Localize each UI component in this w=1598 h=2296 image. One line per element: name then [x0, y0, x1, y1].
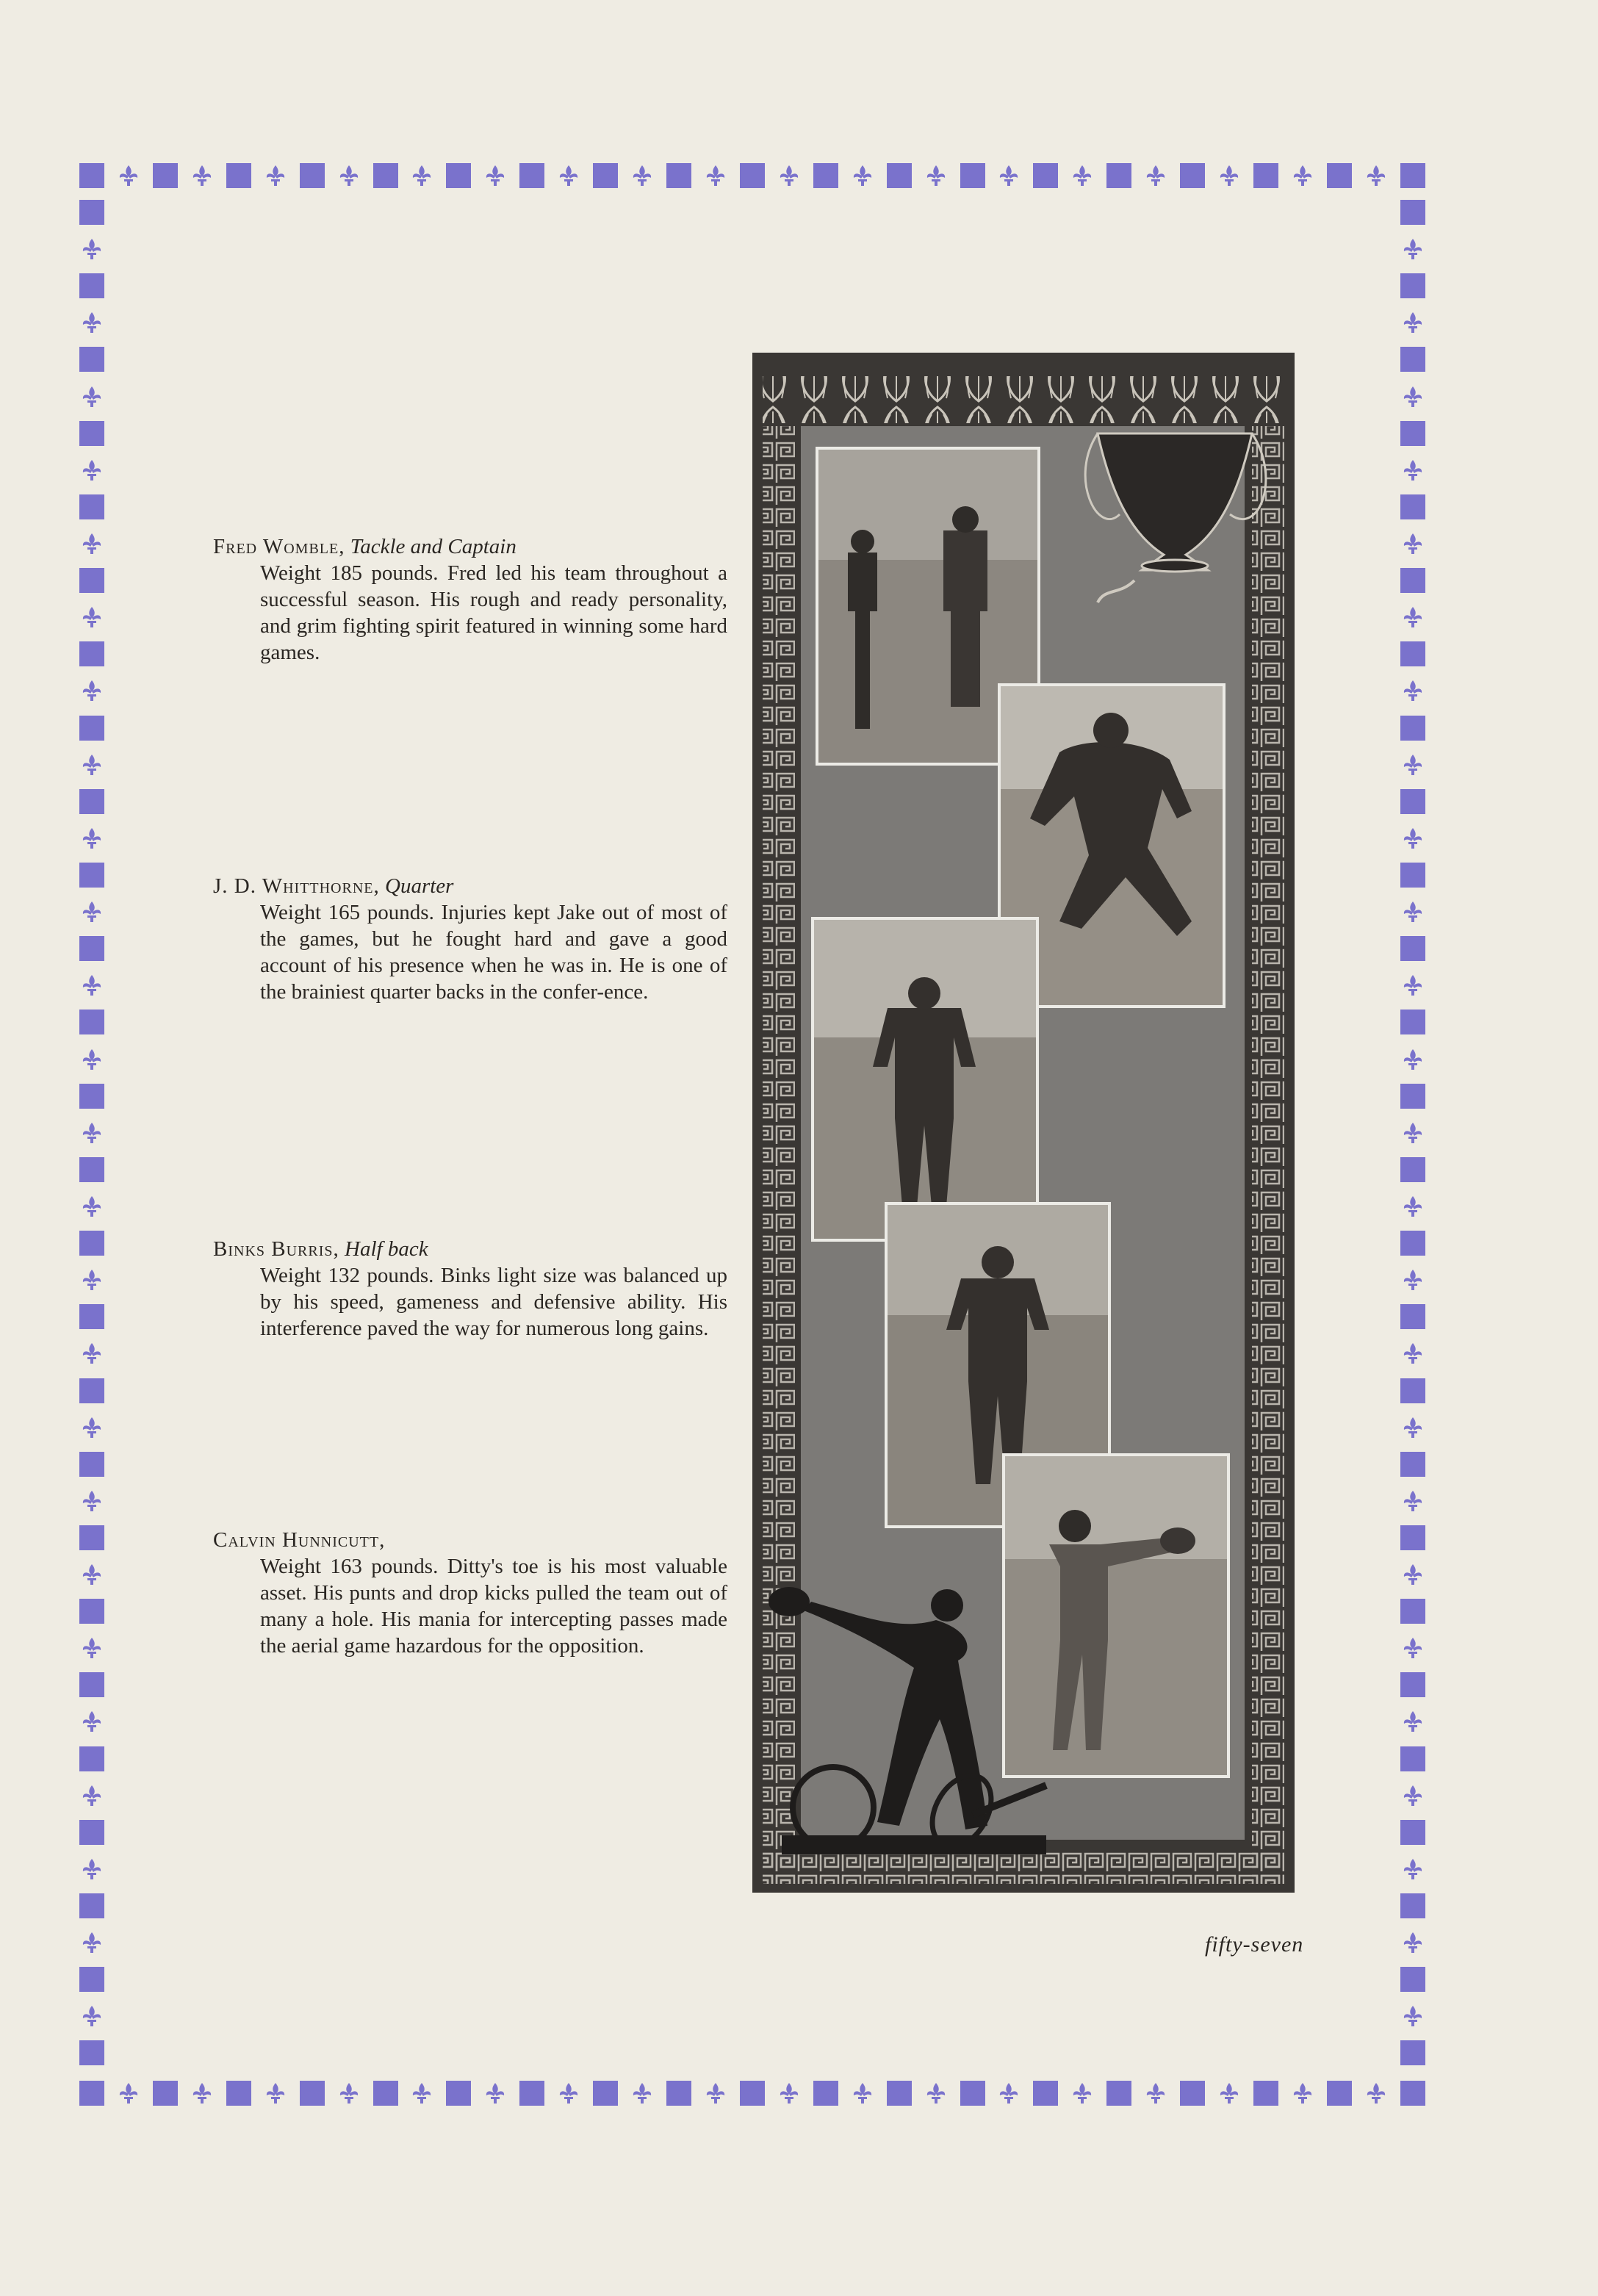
fleur-de-lis-icon — [79, 899, 104, 924]
border-square — [79, 421, 104, 446]
fleur-de-lis-icon — [79, 1857, 104, 1882]
fleur-de-lis-icon — [1400, 1562, 1425, 1587]
fleur-de-lis-icon — [79, 1267, 104, 1292]
border-square — [79, 347, 104, 372]
fleur-de-lis-icon — [556, 2081, 581, 2106]
fleur-de-lis-icon — [1400, 899, 1425, 924]
fleur-de-lis-icon — [1400, 605, 1425, 630]
border-square — [813, 2081, 838, 2106]
border-square — [79, 1525, 104, 1550]
player-position: Tackle and Captain — [350, 535, 517, 558]
fleur-de-lis-icon — [1070, 163, 1095, 188]
border-square — [1400, 1231, 1425, 1256]
border-square — [79, 1746, 104, 1771]
border-square — [1253, 163, 1278, 188]
border-square — [1400, 163, 1425, 188]
fleur-de-lis-icon — [79, 384, 104, 409]
fleur-de-lis-icon — [79, 678, 104, 703]
fleur-de-lis-icon — [630, 2081, 655, 2106]
player-entry-whitthorne — [213, 873, 727, 1005]
border-square — [1400, 1746, 1425, 1771]
border-square — [79, 936, 104, 961]
border-square — [1400, 494, 1425, 519]
border-square — [1400, 1672, 1425, 1697]
border-square — [373, 163, 398, 188]
player-entry-hunnicutt — [213, 1527, 727, 1659]
fleur-de-lis-icon — [777, 2081, 802, 2106]
border-square — [1400, 1452, 1425, 1477]
player-description: Weight 163 pounds. Ditty's toe is his most valuable asset. His punts and drop kicks pulled the team out of many a hole. His mania for intercepting passes made the aerial game hazardous for the opposition. — [260, 1555, 727, 1658]
border-square — [1033, 163, 1058, 188]
fleur-de-lis-icon — [1400, 1415, 1425, 1440]
border-square — [1327, 163, 1352, 188]
fleur-de-lis-icon — [336, 163, 361, 188]
border-top — [79, 163, 1425, 188]
fleur-de-lis-icon — [79, 1635, 104, 1660]
fleur-de-lis-icon — [1400, 1194, 1425, 1219]
border-square — [79, 1231, 104, 1256]
border-square — [1180, 163, 1205, 188]
team-photo — [1002, 1453, 1230, 1778]
fleur-de-lis-icon — [79, 458, 104, 483]
fleur-de-lis-icon — [79, 1489, 104, 1514]
border-square — [79, 1157, 104, 1182]
border-square — [1180, 2081, 1205, 2106]
border-square — [1400, 863, 1425, 888]
border-square — [1400, 936, 1425, 961]
fleur-de-lis-icon — [483, 2081, 508, 2106]
fleur-de-lis-icon — [996, 163, 1021, 188]
border-square — [79, 568, 104, 593]
player-name: Fred Womble, — [213, 535, 345, 558]
fleur-de-lis-icon — [1400, 1489, 1425, 1514]
fleur-de-lis-icon — [1217, 163, 1242, 188]
fleur-de-lis-icon — [850, 2081, 875, 2106]
border-square — [226, 163, 251, 188]
border-square — [79, 163, 104, 188]
fleur-de-lis-icon — [1143, 2081, 1168, 2106]
border-square — [740, 163, 765, 188]
page-number: fifty-seven — [1205, 1932, 1304, 1957]
border-square — [79, 641, 104, 666]
border-square — [1400, 2040, 1425, 2065]
border-square — [740, 2081, 765, 2106]
border-square — [1400, 1157, 1425, 1182]
border-square — [79, 1084, 104, 1109]
fleur-de-lis-icon — [79, 531, 104, 556]
fleur-de-lis-icon — [1364, 2081, 1389, 2106]
urn-icon — [1085, 433, 1266, 602]
border-square — [79, 200, 104, 225]
fleur-de-lis-icon — [79, 1047, 104, 1072]
border-square — [79, 1672, 104, 1697]
border-left — [79, 200, 104, 2066]
fleur-de-lis-icon — [79, 1341, 104, 1366]
fleur-de-lis-icon — [996, 2081, 1021, 2106]
player-entry-burris — [213, 1236, 727, 1342]
border-square — [1106, 163, 1131, 188]
fleur-de-lis-icon — [1070, 2081, 1095, 2106]
photo-panel — [752, 353, 1295, 1893]
border-square — [446, 2081, 471, 2106]
fleur-de-lis-icon — [1400, 1120, 1425, 1145]
border-square — [666, 2081, 691, 2106]
fleur-de-lis-icon — [1364, 163, 1389, 188]
border-square — [1400, 1599, 1425, 1624]
fleur-de-lis-icon — [263, 2081, 288, 2106]
fleur-de-lis-icon — [116, 2081, 141, 2106]
player-description: Weight 132 pounds. Binks light size was balanced up by his speed, gameness and defensive ability. His interference paved the way for numerous long gains. — [260, 1264, 727, 1340]
fleur-de-lis-icon — [1400, 678, 1425, 703]
fleur-de-lis-icon — [409, 163, 434, 188]
border-square — [960, 163, 985, 188]
border-square — [887, 163, 912, 188]
border-square — [1400, 568, 1425, 593]
fleur-de-lis-icon — [79, 1562, 104, 1587]
fleur-de-lis-icon — [79, 1194, 104, 1219]
fleur-de-lis-icon — [79, 237, 104, 262]
fleur-de-lis-icon — [79, 826, 104, 851]
fleur-de-lis-icon — [703, 2081, 728, 2106]
border-square — [666, 163, 691, 188]
fleur-de-lis-icon — [1400, 1709, 1425, 1734]
fleur-de-lis-icon — [1400, 752, 1425, 777]
fleur-de-lis-icon — [79, 1930, 104, 1955]
player-name: Calvin Hunnicutt, — [213, 1528, 386, 1552]
fleur-de-lis-icon — [1400, 384, 1425, 409]
fleur-de-lis-icon — [1143, 163, 1168, 188]
fleur-de-lis-icon — [1400, 237, 1425, 262]
border-square — [79, 273, 104, 298]
border-square — [300, 2081, 325, 2106]
border-square — [1400, 347, 1425, 372]
fleur-de-lis-icon — [483, 163, 508, 188]
fleur-de-lis-icon — [630, 163, 655, 188]
team-photo — [811, 917, 1039, 1242]
border-square — [1106, 2081, 1131, 2106]
fleur-de-lis-icon — [190, 2081, 215, 2106]
border-square — [960, 2081, 985, 2106]
border-square — [79, 1304, 104, 1329]
fleur-de-lis-icon — [409, 2081, 434, 2106]
border-square — [1400, 1010, 1425, 1034]
fleur-de-lis-icon — [703, 163, 728, 188]
border-square — [153, 2081, 178, 2106]
fleur-de-lis-icon — [1400, 973, 1425, 998]
border-square — [226, 2081, 251, 2106]
fleur-de-lis-icon — [1400, 1047, 1425, 1072]
border-square — [593, 2081, 618, 2106]
border-square — [1400, 641, 1425, 666]
border-square — [1400, 2081, 1425, 2106]
border-square — [1400, 1967, 1425, 1992]
border-square — [79, 494, 104, 519]
player-entry-womble — [213, 533, 727, 666]
fleur-de-lis-icon — [924, 163, 949, 188]
fleur-de-lis-icon — [1400, 1341, 1425, 1366]
player-description: Weight 185 pounds. Fred led his team throughout a successful season. His rough and ready personality, and grim fighting spirit featured in winning some hard games. — [260, 561, 727, 664]
border-square — [300, 163, 325, 188]
border-square — [1400, 716, 1425, 741]
border-square — [1033, 2081, 1058, 2106]
border-square — [373, 2081, 398, 2106]
fleur-de-lis-icon — [1400, 1857, 1425, 1882]
fleur-de-lis-icon — [190, 163, 215, 188]
fleur-de-lis-icon — [1217, 2081, 1242, 2106]
border-square — [1400, 1304, 1425, 1329]
border-square — [79, 1893, 104, 1918]
player-name: Binks Burris, — [213, 1237, 339, 1261]
fleur-de-lis-icon — [777, 163, 802, 188]
player-name: J. D. Whitthorne, — [213, 874, 380, 898]
border-square — [79, 1452, 104, 1477]
border-square — [887, 2081, 912, 2106]
fleur-de-lis-icon — [1400, 1783, 1425, 1808]
fleur-de-lis-icon — [556, 163, 581, 188]
player-description: Weight 165 pounds. Injuries kept Jake out of most of the games, but he fought hard and gave a good account of his presence when he was in. He is one of the brainiest quarter backs in the confer-ence. — [260, 901, 727, 1004]
border-square — [446, 163, 471, 188]
border-square — [1400, 421, 1425, 446]
fleur-de-lis-icon — [1400, 2004, 1425, 2029]
border-bottom — [79, 2081, 1425, 2106]
fleur-de-lis-icon — [1400, 826, 1425, 851]
player-position: Half back — [345, 1237, 428, 1261]
border-square — [79, 863, 104, 888]
border-square — [79, 1010, 104, 1034]
border-square — [1400, 273, 1425, 298]
border-square — [1400, 200, 1425, 225]
border-square — [79, 716, 104, 741]
border-square — [1400, 1893, 1425, 1918]
border-square — [1400, 1084, 1425, 1109]
fleur-de-lis-icon — [79, 1120, 104, 1145]
fleur-de-lis-icon — [1400, 458, 1425, 483]
border-right — [1400, 200, 1425, 2066]
fleur-de-lis-icon — [79, 1783, 104, 1808]
fleur-de-lis-icon — [1400, 310, 1425, 335]
border-square — [519, 163, 544, 188]
fleur-de-lis-icon — [79, 1709, 104, 1734]
fleur-de-lis-icon — [79, 2004, 104, 2029]
fleur-de-lis-icon — [1400, 531, 1425, 556]
border-square — [1400, 1378, 1425, 1403]
border-square — [1400, 789, 1425, 814]
border-square — [1327, 2081, 1352, 2106]
border-square — [79, 2081, 104, 2106]
fleur-de-lis-icon — [1400, 1635, 1425, 1660]
fleur-de-lis-icon — [79, 605, 104, 630]
border-square — [1400, 1820, 1425, 1845]
fleur-de-lis-icon — [79, 310, 104, 335]
fleur-de-lis-icon — [263, 163, 288, 188]
border-square — [813, 163, 838, 188]
border-square — [1400, 1525, 1425, 1550]
fleur-de-lis-icon — [79, 752, 104, 777]
player-position: Quarter — [385, 874, 454, 898]
border-square — [79, 1599, 104, 1624]
fleur-de-lis-icon — [79, 1415, 104, 1440]
fleur-de-lis-icon — [1290, 163, 1315, 188]
border-square — [519, 2081, 544, 2106]
fleur-de-lis-icon — [116, 163, 141, 188]
border-square — [1253, 2081, 1278, 2106]
border-square — [79, 789, 104, 814]
border-square — [79, 2040, 104, 2065]
fleur-de-lis-icon — [850, 163, 875, 188]
fleur-de-lis-icon — [924, 2081, 949, 2106]
fleur-de-lis-icon — [79, 973, 104, 998]
border-square — [79, 1378, 104, 1403]
border-square — [79, 1820, 104, 1845]
fleur-de-lis-icon — [336, 2081, 361, 2106]
border-square — [79, 1967, 104, 1992]
fleur-de-lis-icon — [1290, 2081, 1315, 2106]
border-square — [153, 163, 178, 188]
border-square — [593, 163, 618, 188]
fleur-de-lis-icon — [1400, 1930, 1425, 1955]
fleur-de-lis-icon — [1400, 1267, 1425, 1292]
